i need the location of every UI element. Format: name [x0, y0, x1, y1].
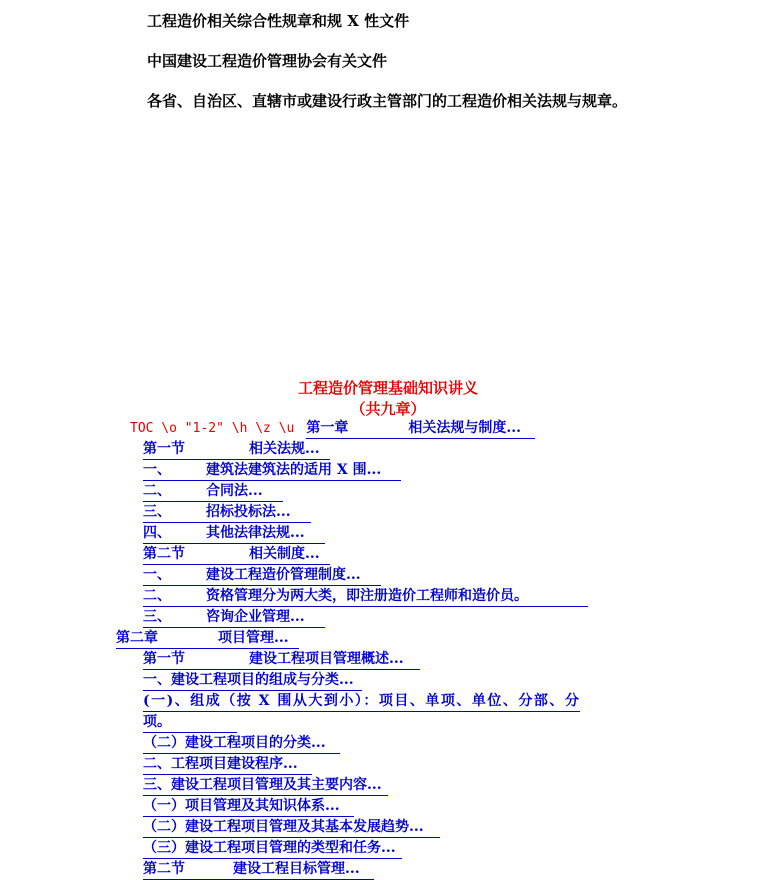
toc-entry-text: 建设工程目标管理... — [233, 861, 360, 877]
toc-entry-text: 建筑法建筑法的适用 X 围... — [206, 462, 382, 478]
toc-entry-text: 相关制度... — [249, 546, 320, 562]
toc-entry-text: 资格管理分为两大类，即注册造价工程师和造价员。 — [206, 588, 528, 604]
toc-entry-text: 项目管理... — [218, 630, 289, 646]
toc-entry[interactable] — [143, 440, 330, 460]
intro-line-1: 工程造价相关综合性规章和规 X 性文件 — [147, 12, 410, 30]
toc-entry-text: （二）建设工程项目的分类... — [143, 735, 326, 751]
toc-entry-text: （三）建设工程项目管理的类型和任务... — [143, 840, 396, 856]
toc-entry-text: 二、工程项目建设程序... — [143, 756, 298, 772]
toc-entry-number: 一、 — [143, 462, 171, 478]
toc-entry-text: 三、建设工程项目管理及其主要内容... — [143, 777, 382, 793]
toc-entry[interactable] — [143, 860, 374, 880]
toc-entry[interactable] — [143, 461, 401, 481]
toc-field-code: TOC \o "1-2" \h \z \u — [130, 421, 295, 436]
toc-entry-text: 建设工程造价管理制度... — [206, 567, 361, 583]
toc-entry[interactable] — [143, 545, 330, 565]
toc-entry-number: 第一章 — [306, 420, 349, 436]
toc-entry-text: 相关法规与制度... — [408, 420, 521, 436]
toc-entry-text: 相关法规... — [249, 441, 320, 457]
document-title: 工程造价管理基础知识讲义 — [297, 379, 478, 397]
toc-entry[interactable] — [143, 734, 340, 754]
toc-entry-number: 二、 — [143, 483, 171, 499]
toc-entry-text: 一、建设工程项目的组成与分类... — [143, 672, 354, 688]
toc-entry[interactable] — [143, 608, 325, 628]
toc-entry-text: 咨询企业管理... — [206, 609, 305, 625]
toc-entry-number: 第一节 — [143, 441, 185, 457]
toc-entry-text: 合同法... — [206, 483, 263, 499]
toc-entry[interactable] — [143, 818, 440, 838]
toc-entry[interactable] — [143, 650, 420, 670]
toc-entry-number: 第二节 — [143, 546, 185, 562]
document-subtitle: （共九章） — [350, 400, 426, 418]
toc-entry-number: 三、 — [143, 504, 171, 520]
intro-line-2: 中国建设工程造价管理协会有关文件 — [147, 52, 388, 70]
toc-entry-text: 其他法律法规... — [206, 525, 305, 541]
toc-entry[interactable] — [143, 692, 580, 712]
toc-entry-number: 第二节 — [143, 861, 185, 877]
toc-entry[interactable] — [143, 482, 283, 502]
toc-entry-text: 建设工程项目管理概述... — [249, 651, 404, 667]
toc-entry-text: 招标投标法... — [206, 504, 291, 520]
toc-entry-number: 三、 — [143, 609, 171, 625]
toc-entry-text: (一)、组成（按 X 围从大到小）：项目、单项、单位、分部、分 — [143, 693, 581, 709]
toc-entry-number: 第二章 — [116, 630, 158, 646]
toc-entry[interactable] — [143, 524, 325, 544]
toc-entry-chapter-2[interactable] — [116, 629, 299, 649]
intro-line-3: 各省、自治区、直辖市或建设行政主管部门的工程造价相关法规与规章。 — [147, 92, 628, 110]
toc-entry[interactable] — [143, 839, 402, 859]
toc-entry-text: （一）项目管理及其知识体系... — [143, 798, 340, 814]
toc-entry[interactable] — [143, 797, 354, 817]
toc-entry-number: 第一节 — [143, 651, 185, 667]
toc-entry-number: 四、 — [143, 525, 171, 541]
toc-entry[interactable] — [143, 755, 312, 775]
toc-entry-text: 项。 — [143, 714, 171, 730]
toc-entry-number: 二、 — [143, 588, 171, 604]
toc-entry[interactable] — [143, 713, 237, 733]
toc-entry-chapter-1[interactable] — [130, 419, 535, 439]
toc-entry[interactable] — [143, 566, 381, 586]
toc-entry-number: 一、 — [143, 567, 171, 583]
toc-entry[interactable] — [143, 776, 388, 796]
toc-entry[interactable] — [143, 503, 311, 523]
toc-entry-text: （二）建设工程项目管理及其基本发展趋势... — [143, 819, 424, 835]
toc-entry[interactable] — [143, 671, 362, 691]
toc-entry[interactable] — [143, 587, 588, 607]
